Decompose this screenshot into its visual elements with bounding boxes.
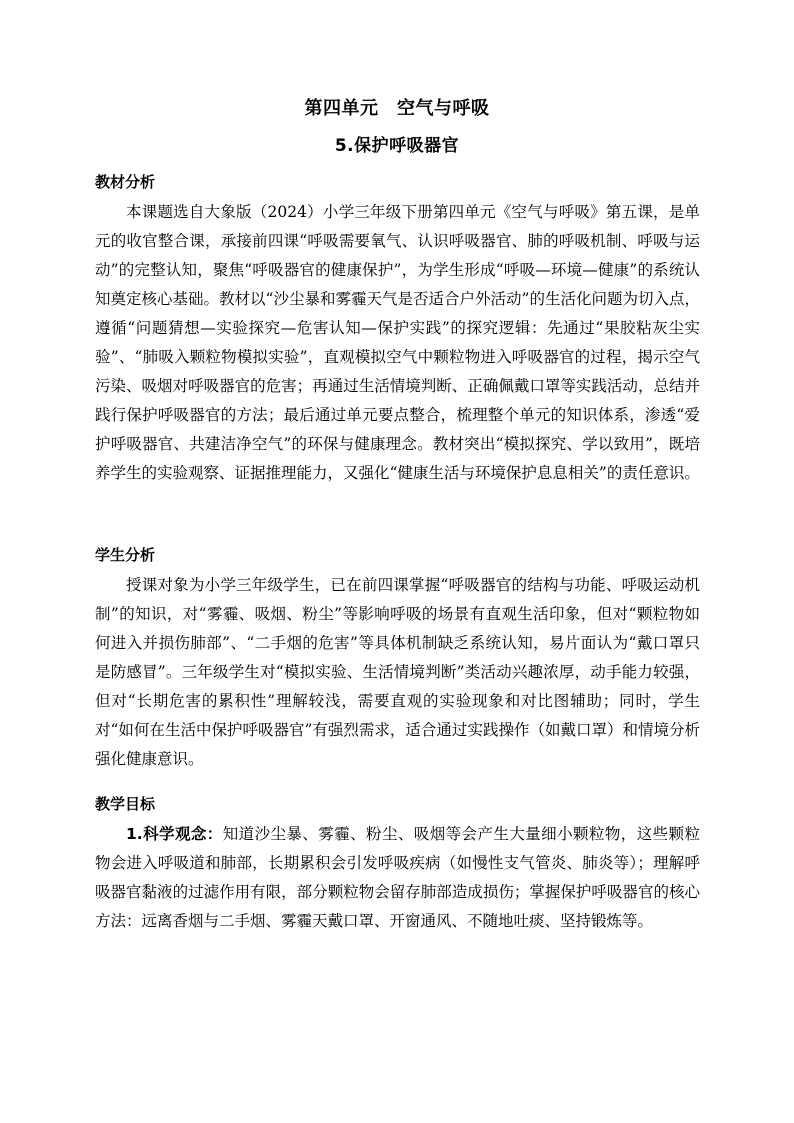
- section-heading-teaching-goals: 教学目标: [95, 795, 156, 813]
- lesson-title: 5.保护呼吸器官: [334, 136, 460, 156]
- section-heading-textbook-analysis: 教材分析: [95, 173, 156, 191]
- unit-title: 第四单元 空气与呼吸: [304, 98, 490, 119]
- section-heading-student-analysis: 学生分析: [95, 546, 156, 564]
- goal-item-science-concept: [95, 820, 700, 936]
- goal-item-text: 知道沙尘暴、雾霾、粉尘、吸烟等会产生大量细小颗粒物，这些颗粒物会进入呼吸道和肺部，长期累积会引发呼吸疾病（如慢性支气管炎、肺炎等）；理解呼吸器官黏液的过滤作用有限，部分颗粒物会留存肺部造成损伤；掌握保护呼吸器官的核心方法：远离香烟与二手烟、雾霾天戴口罩、开窗通风、不随地吐痰、坚持锻炼等。: [95, 825, 700, 930]
- paragraph-student-analysis: 授课对象为小学三年级学生，已在前四课掌握“呼吸器官的结构与功能、呼吸运动机制”的知识，对“雾霾、吸烟、粉尘”等影响呼吸的场景有直观生活印象，但对“颗粒物如何进入并损伤肺部”、“二手烟的危害”等具体机制缺乏系统认知，易片面认为“戴口罩只是防感冒”。三年级学生对“模拟实验、生活情境判断”类活动兴趣浓厚，动手能力较强，但对“长期危害的累积性”理解较浅，需要直观的实验现象和对比图辅助；同时，学生对“如何在生活中保护呼吸器官”有强烈需求，适合通过实践操作（如戴口罩）和情境分析强化健康意识。: [95, 576, 700, 768]
- paragraph-textbook-analysis: 本课题选自大象版（2024）小学三年级下册第四单元《空气与呼吸》第五课，是单元的收官整合课，承接前四课“呼吸需要氧气、认识呼吸器官、肺的呼吸机制、呼吸与运动”的完整认知，聚焦“呼吸器官的健康保护”，为学生形成“呼吸—环境—健康”的系统认知奠定核心基础。教材以“沙尘暴和雾霾天气是否适合户外活动”的生活化问题为切入点，遵循“问题猜想—实验探究—危害认知—保护实践”的探究逻辑：先通过“果胶粘灰尘实验”、“肺吸入颗粒物模拟实验”，直观模拟空气中颗粒物进入呼吸器官的过程，揭示空气污染、吸烟对呼吸器官的危害；再通过生活情境判断、正确佩戴口罩等实践活动，总结并践行保护呼吸器官的方法；最后通过单元要点整合，梳理整个单元的知识体系，渗透“爱护呼吸器官、共建洁净空气”的环保与健康理念。教材突出“模拟探究、学以致用”，既培养学生的实验观察、证据推理能力，又强化“健康生活与环境保护息息相关”的责任意识。: [95, 203, 700, 482]
- goal-item-lead: 1.科学观念：: [126, 825, 223, 843]
